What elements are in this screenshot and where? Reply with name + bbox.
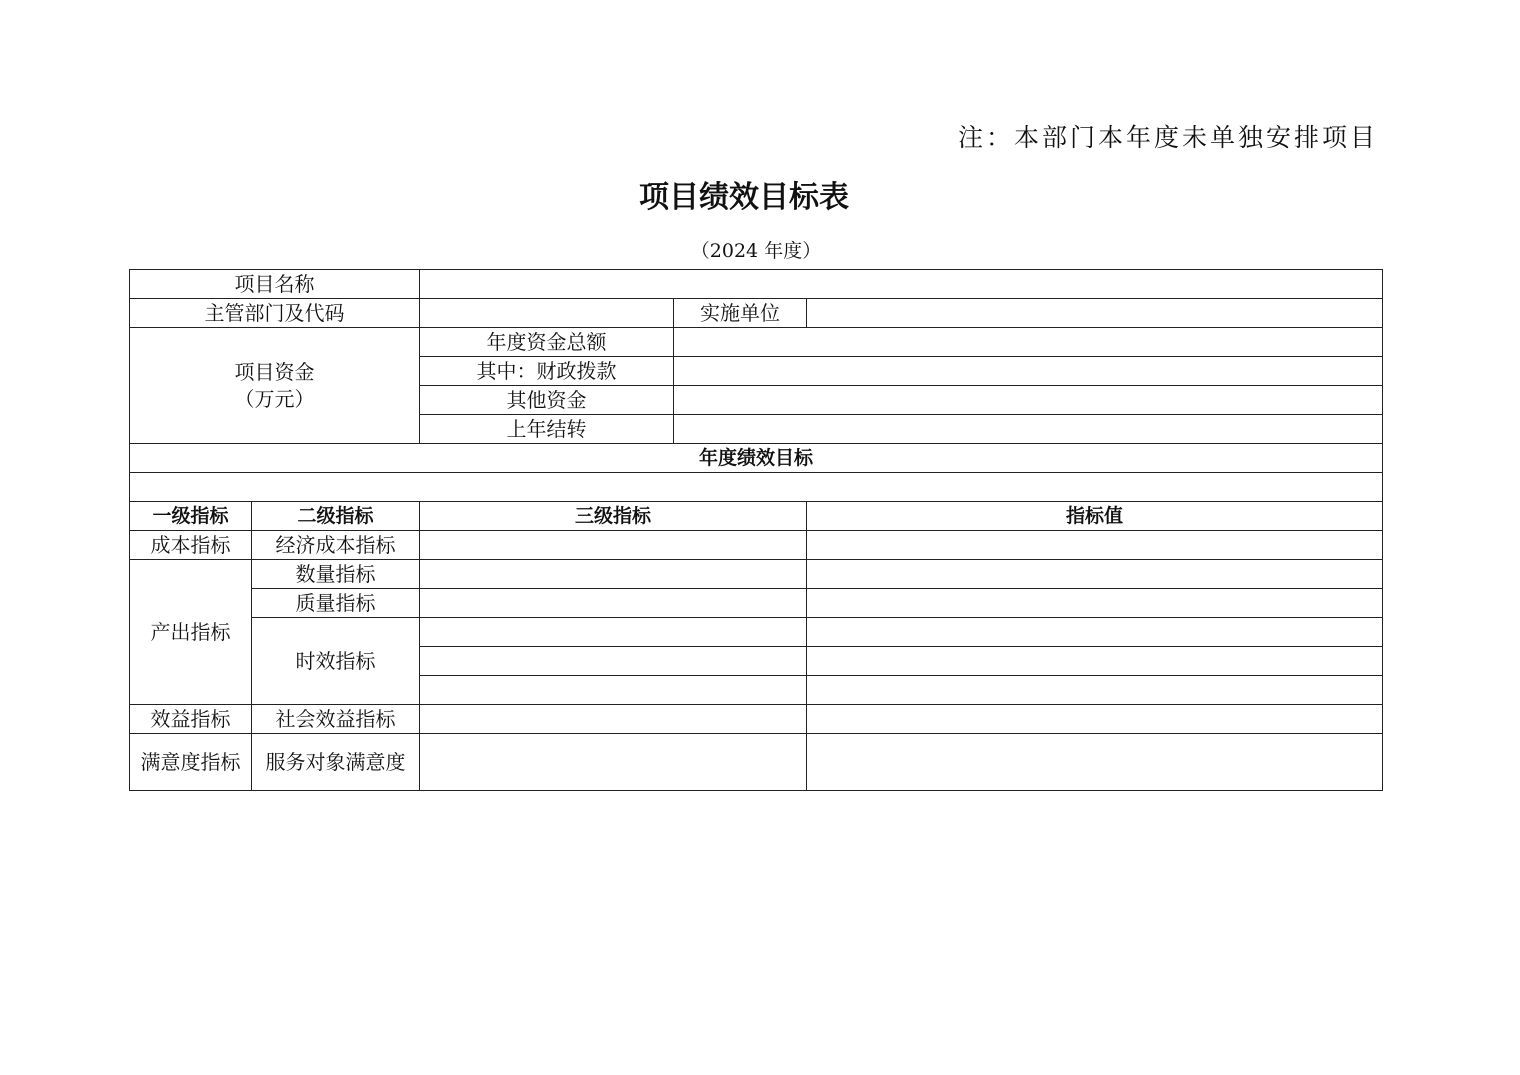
label-funds-name: 项目资金: [234, 359, 315, 384]
cell-empty: [420, 560, 807, 589]
label-funds-unit: （万元）: [234, 386, 315, 411]
table-row: [130, 589, 1383, 618]
cell-empty: [420, 531, 807, 560]
label-funds-other: 其他资金: [420, 386, 674, 415]
indicator-cost: 成本指标: [130, 531, 252, 560]
indicator-output: 产出指标: [130, 560, 252, 705]
value-impl-unit: [807, 299, 1383, 328]
value-funds-fiscal: [674, 357, 1383, 386]
page-subtitle: （2024 年度）: [690, 240, 822, 262]
header-level1: 一级指标: [130, 502, 252, 531]
cell-empty: [807, 647, 1383, 676]
table-row: [130, 270, 1383, 299]
indicator-service-satisfaction: 服务对象满意度: [252, 734, 420, 791]
cell-empty: [420, 705, 807, 734]
table-row: [130, 299, 1383, 328]
cell-empty: [420, 647, 807, 676]
header-level3: 三级指标: [420, 502, 807, 531]
page-title: 项目绩效目标表: [639, 180, 849, 215]
performance-target-table: [129, 269, 1383, 791]
table-row: [130, 734, 1383, 791]
label-annual-goal: 年度绩效目标: [130, 444, 1383, 473]
value-project-name: [420, 270, 1383, 299]
label-funds-fiscal: 其中：财政拨款: [420, 357, 674, 386]
cell-empty: [420, 734, 807, 791]
table-row: [130, 560, 1383, 589]
value-funds-other: [674, 386, 1383, 415]
label-funds: [130, 328, 420, 444]
indicator-econ-cost: 经济成本指标: [252, 531, 420, 560]
cell-empty: [420, 589, 807, 618]
value-annual-goal: [130, 473, 1383, 502]
header-value: 指标值: [807, 502, 1383, 531]
indicator-social-benefit: 社会效益指标: [252, 705, 420, 734]
header-level2: 二级指标: [252, 502, 420, 531]
label-funds-total: 年度资金总额: [420, 328, 674, 357]
note-text: 注：本部门本年度未单独安排项目: [957, 123, 1378, 152]
indicator-satisfaction: 满意度指标: [130, 734, 252, 791]
cell-empty: [420, 676, 807, 705]
table-row: [130, 328, 1383, 357]
table-row: [130, 473, 1383, 502]
label-funds-carry: 上年结转: [420, 415, 674, 444]
table-row: [130, 531, 1383, 560]
cell-empty: [807, 618, 1383, 647]
indicator-benefit: 效益指标: [130, 705, 252, 734]
table-row: [130, 444, 1383, 473]
value-funds-carry: [674, 415, 1383, 444]
cell-empty: [807, 676, 1383, 705]
cell-empty: [807, 560, 1383, 589]
table-row: [130, 705, 1383, 734]
indicator-timeliness: 时效指标: [252, 618, 420, 705]
table-row: [130, 618, 1383, 647]
table-header-row: [130, 502, 1383, 531]
indicator-quality: 质量指标: [252, 589, 420, 618]
cell-empty: [807, 705, 1383, 734]
label-dept-code: 主管部门及代码: [130, 299, 420, 328]
cell-empty: [807, 531, 1383, 560]
value-dept-code: [420, 299, 674, 328]
cell-empty: [420, 618, 807, 647]
label-impl-unit: 实施单位: [674, 299, 807, 328]
cell-empty: [807, 589, 1383, 618]
value-funds-total: [674, 328, 1383, 357]
indicator-quantity: 数量指标: [252, 560, 420, 589]
label-project-name: 项目名称: [130, 270, 420, 299]
cell-empty: [807, 734, 1383, 791]
